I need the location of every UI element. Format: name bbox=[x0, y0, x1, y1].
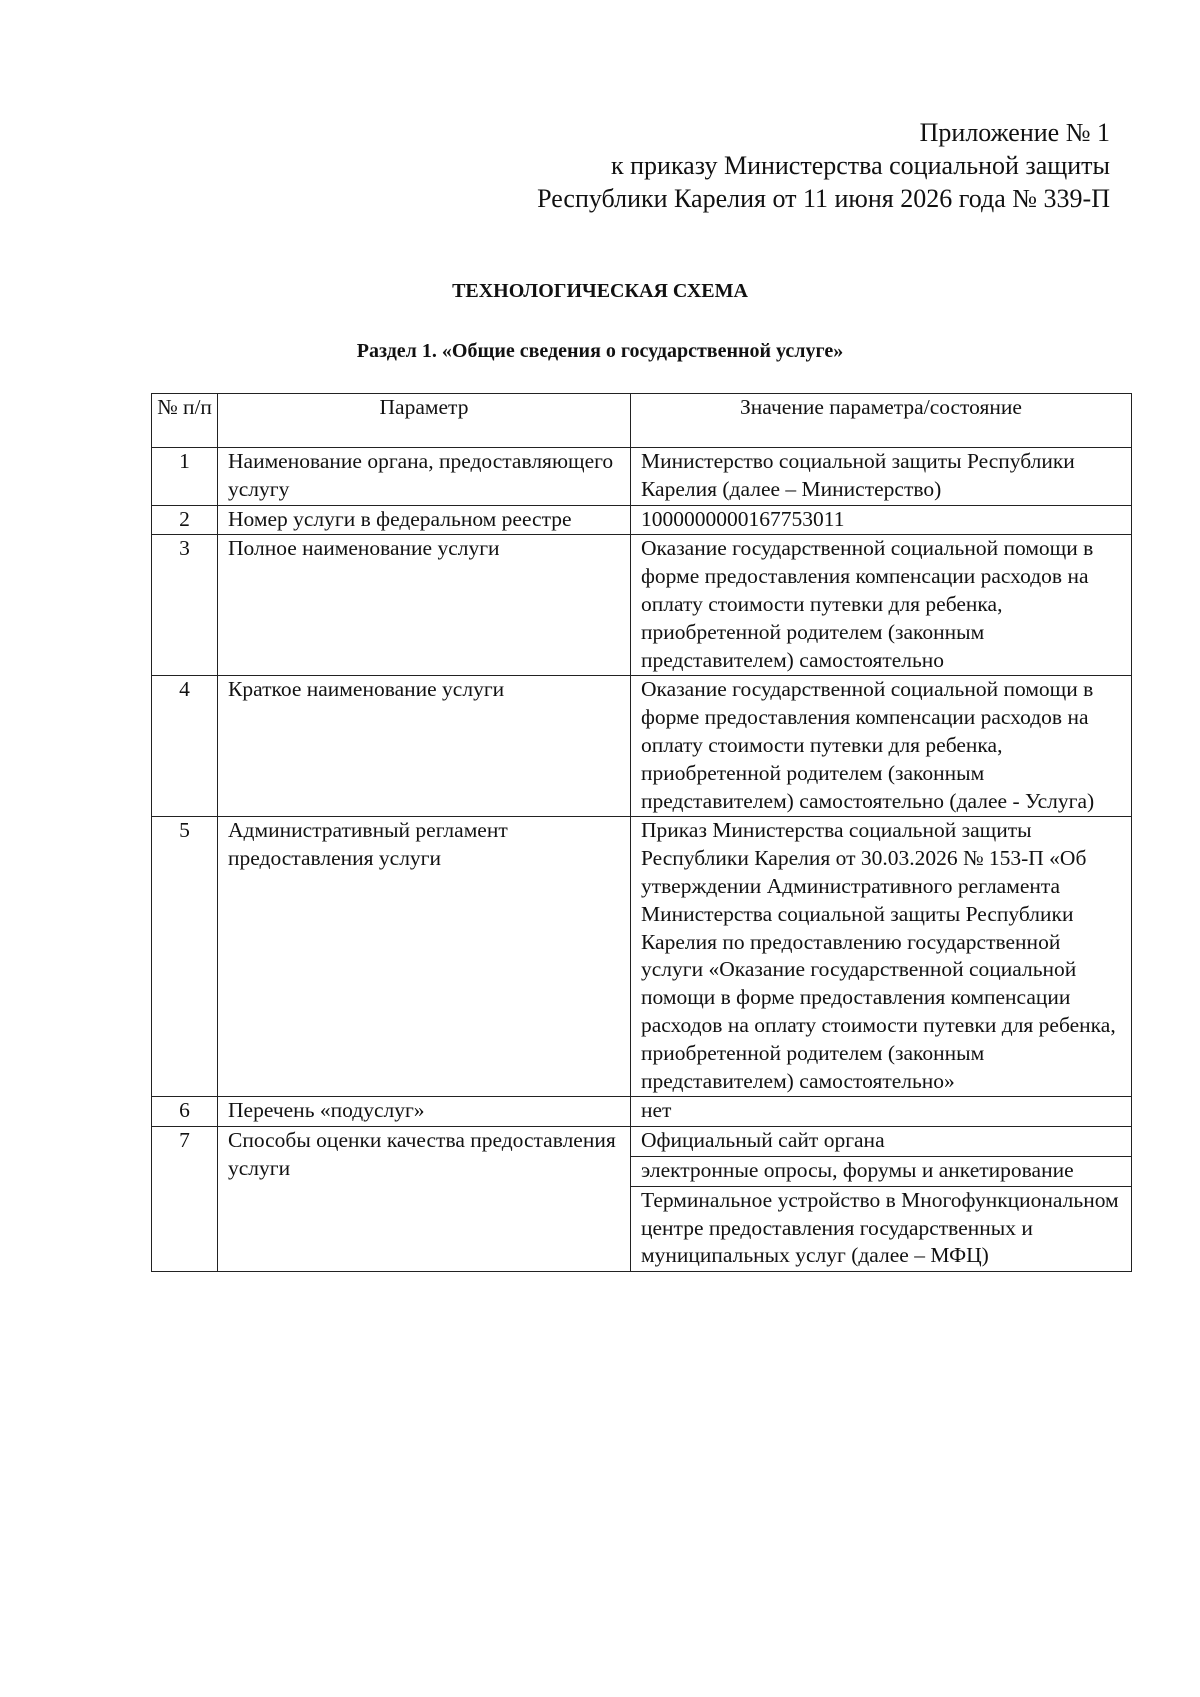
table-row bbox=[152, 817, 1132, 1097]
row-value: Оказание государственной социальной помощи в форме предоставления компенсации расходов на оплату стоимости путевки для ребенка, приобретенной родителем (законным представителем) самостоятельно (далее - Услуга) bbox=[631, 676, 1132, 817]
table-row bbox=[152, 448, 1132, 506]
row-value-sub: Официальный сайт органа bbox=[631, 1127, 1132, 1157]
table-row bbox=[152, 535, 1132, 676]
table-row bbox=[152, 505, 1132, 535]
row-param: Перечень «подуслуг» bbox=[218, 1097, 631, 1127]
header-value: Значение параметра/состояние bbox=[631, 394, 1132, 448]
appendix-header bbox=[537, 116, 1110, 215]
row-value: Приказ Министерства социальной защиты Республики Карелия от 30.03.2026 № 153-П «Об утверждении Административного регламента Министерства социальной защиты Республики Карелия по предоставлению государственной услуги «Оказание государственной социальной помощи в форме предоставления компенсации расходов на оплату стоимости путевки для ребенка, приобретенной родителем (законным представителем) самостоятельно» bbox=[631, 817, 1132, 1097]
row-param: Административный регламент предоставления услуги bbox=[218, 817, 631, 1097]
row-num: 5 bbox=[152, 817, 218, 1097]
row-param: Полное наименование услуги bbox=[218, 535, 631, 676]
header-num: № п/п bbox=[152, 394, 218, 448]
row-param: Наименование органа, предоставляющего услугу bbox=[218, 448, 631, 506]
row-value: нет bbox=[631, 1097, 1132, 1127]
section-title: Раздел 1. «Общие сведения о государственной услуге» bbox=[356, 340, 844, 362]
row-num: 6 bbox=[152, 1097, 218, 1127]
row-num: 2 bbox=[152, 505, 218, 535]
row-value: Министерство социальной защиты Республики Карелия (далее – Министерство) bbox=[631, 448, 1132, 506]
table-header-row bbox=[152, 394, 1132, 448]
table-row bbox=[152, 676, 1132, 817]
row-param: Краткое наименование услуги bbox=[218, 676, 631, 817]
row-param: Способы оценки качества предоставления услуги bbox=[218, 1127, 631, 1272]
row-value-sub: электронные опросы, форумы и анкетирование bbox=[631, 1156, 1132, 1186]
row-param: Номер услуги в федеральном реестре bbox=[218, 505, 631, 535]
general-info-table bbox=[151, 393, 1132, 1272]
header-param: Параметр bbox=[218, 394, 631, 448]
table-row bbox=[152, 1127, 1132, 1157]
row-num: 4 bbox=[152, 676, 218, 817]
appendix-line-1: Приложение № 1 bbox=[919, 118, 1110, 147]
row-num: 7 bbox=[152, 1127, 218, 1272]
document-title: ТЕХНОЛОГИЧЕСКАЯ СХЕМА bbox=[452, 280, 748, 302]
row-value: Оказание государственной социальной помощи в форме предоставления компенсации расходов на оплату стоимости путевки для ребенка, приобретенной родителем (законным представителем) самостоятельно bbox=[631, 535, 1132, 676]
table-row bbox=[152, 1097, 1132, 1127]
appendix-line-3: Республики Карелия от 11 июня 2026 года № 339-П bbox=[537, 184, 1110, 213]
row-value: 1000000000167753011 bbox=[631, 505, 1132, 535]
row-value-sub: Терминальное устройство в Многофункциональном центре предоставления государственных и муниципальных услуг (далее – МФЦ) bbox=[631, 1186, 1132, 1271]
row-num: 1 bbox=[152, 448, 218, 506]
row-num: 3 bbox=[152, 535, 218, 676]
appendix-line-2: к приказу Министерства социальной защиты bbox=[610, 151, 1110, 180]
